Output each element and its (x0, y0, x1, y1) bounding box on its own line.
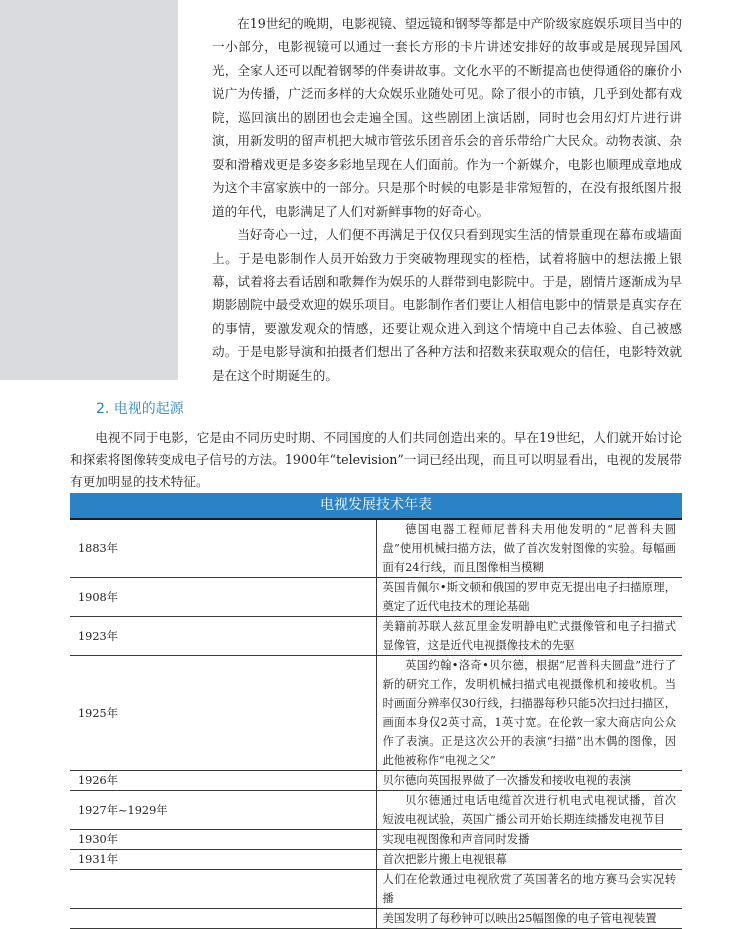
table-row (70, 656, 682, 771)
event-cell: 实现电视图像和声音同时发播 (376, 830, 682, 850)
year-cell (70, 909, 376, 929)
year-cell: 1925年 (70, 656, 376, 771)
year-cell: 1908年 (70, 578, 376, 617)
paragraph: 电视不同于电影，它是由不同历史时期、不同国度的人们共同创造出来的。早在19世纪，人们就开始讨论和探索将图像转变成电子信号的方法。1900年“television”一词已经出现，而且可以明显看出，电视的发展带有更加明显的技术特征。 (70, 430, 682, 489)
table-row (70, 830, 682, 850)
tv-timeline-table (70, 493, 682, 929)
event-cell: 英国肯佩尔•斯文顿和俄国的罗申克无提出电子扫描原理，奠定了近代电技术的理论基础 (376, 578, 682, 617)
table-row (70, 870, 682, 909)
year-cell: 1927年~1929年 (70, 791, 376, 830)
film-history-text (212, 12, 682, 387)
table-row (70, 617, 682, 656)
table-row (70, 791, 682, 830)
table-row (70, 771, 682, 791)
gray-sidebar-panel (0, 0, 178, 380)
event-cell: 首次把影片搬上电视银幕 (376, 850, 682, 870)
year-cell: 1930年 (70, 830, 376, 850)
event-cell: 贝尔德通过电话电缆首次进行机电式电视试播，首次短波电视试验，英国广播公司开始长期连续播发电视节目 (376, 791, 682, 830)
paragraph: 当好奇心一过，人们便不再满足于仅仅只看到现实生活的情景重现在幕布或墙面上。于是电影制作人员开始致力于突破物理现实的桎梏，试着将脑中的想法搬上银幕，试着将去看话剧和歌舞作为娱乐的人群带到电影院中。于是，剧情片逐渐成为早期影剧院中最受欢迎的娱乐项目。电影制作者们要让人相信电影中的情景是真实存在的事情，要激发观众的情感，还要让观众进入到这个情境中自己去体验、自己被感动。于是电影导演和拍摄者们想出了各种方法和招数来获取观众的信任，电影特效就是在这个时期诞生的。 (212, 227, 682, 383)
event-cell: 英国约翰•洛奇•贝尔德，根据“尼普科夫圆盘”进行了新的研究工作，发明机械扫描式电视摄像机和接收机。当时画面分辨率仅30行线，扫描器每秒只能5次扫过扫描区，画面本身仅2英寸高，1英寸宽。在伦敦一家大商店向公众作了表演。正是这次公开的表演“扫描”出木偶的图像，因此他被称作“电视之父” (376, 656, 682, 771)
table-row (70, 578, 682, 617)
tv-intro-text (70, 427, 682, 493)
paragraph: 在19世纪的晚期，电影视镜、望远镜和钢琴等都是中产阶级家庭娱乐项目当中的一小部分，电影视镜可以通过一套长方形的卡片讲述安排好的故事或是展现异国风光，全家人还可以配着钢琴的伴奏讲故事。文化水平的不断提高也使得通俗的廉价小说广为传播，广泛而多样的大众娱乐业随处可见。除了很小的市镇，几乎到处都有戏院，巡回演出的剧团也会走遍全国。这些剧团上演话剧，同时也会用幻灯片进行讲演，用新发明的留声机把大城市管弦乐团音乐会的音乐带给广大民众。动物表演、杂耍和滑稽戏更是多姿多彩地呈现在人们面前。作为一个新媒介，电影也顺理成章地成为这个丰富家族中的一部分。只是那个时候的电影是非常短暂的，在没有报纸图片报道的年代，电影满足了人们对新鲜事物的好奇心。 (212, 16, 682, 219)
year-cell (70, 870, 376, 909)
year-cell: 1883年 (70, 519, 376, 578)
year-cell: 1931年 (70, 850, 376, 870)
table-title: 电视发展技术年表 (70, 493, 682, 519)
event-cell: 德国电器工程师尼普科夫用他发明的“尼普科夫圆盘”使用机械扫描方法，做了首次发射图像的实验。每幅画面有24行线，而且图像相当模糊 (376, 519, 682, 578)
table-row (70, 519, 682, 578)
event-cell: 美国发明了每秒钟可以映出25幅图像的电子管电视装置 (376, 909, 682, 929)
event-cell: 美籍前苏联人兹瓦里金发明静电贮式摄像管和电子扫描式显像管，这是近代电视摄像技术的先驱 (376, 617, 682, 656)
table-row (70, 909, 682, 929)
section-heading: 2. 电视的起源 (96, 401, 184, 417)
year-cell: 1923年 (70, 617, 376, 656)
event-cell: 人们在伦敦通过电视欣赏了英国著名的地方赛马会实况转播 (376, 870, 682, 909)
event-cell: 贝尔德向英国报界做了一次播发和接收电视的表演 (376, 771, 682, 791)
year-cell: 1926年 (70, 771, 376, 791)
